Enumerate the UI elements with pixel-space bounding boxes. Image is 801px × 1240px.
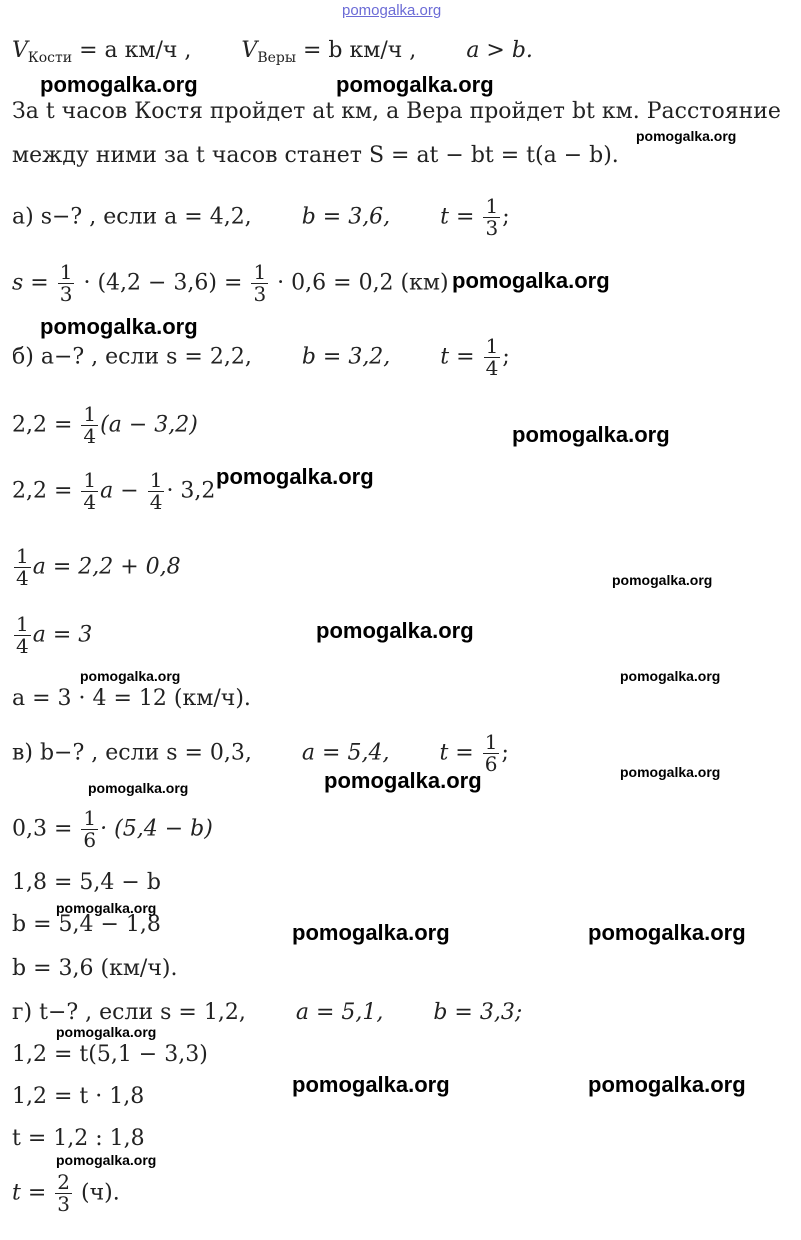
fraction: $\frac{1}{4}$ xyxy=(83,468,97,514)
watermark: pomogalka.org xyxy=(292,920,450,945)
part-c-task: в) b−? , если s = 0,3, a = 5,4, t = $\frac{1}{6}$ ; xyxy=(12,730,509,776)
part-b-b: b = 3,2, xyxy=(301,344,391,370)
part-b-line-1: 2,2 = $\frac{1}{4}$ (a − 3,2) xyxy=(12,402,198,448)
watermark: pomogalka.org xyxy=(612,572,713,588)
part-d-line-3: t = 1,2 : 1,8 xyxy=(12,1126,145,1151)
header-line xyxy=(12,40,533,65)
part-d-a: a = 5,1, xyxy=(295,1000,384,1025)
fraction: $\frac{1}{6}$ xyxy=(484,730,498,776)
fraction: $\frac{1}{4}$ xyxy=(16,612,29,658)
part-b-line-2: 2,2 = $\frac{1}{4}$ a − $\frac{1}{4}$ · 3,2 xyxy=(12,468,216,514)
watermark: pomogalka.org xyxy=(620,764,721,780)
watermark: pomogalka.org xyxy=(88,780,189,796)
eq-very: = b км/ч , xyxy=(296,38,417,63)
watermark: pomogalka.org xyxy=(452,268,610,293)
part-a-t: t = xyxy=(440,204,475,230)
fraction: $\frac{1}{3}$ xyxy=(253,260,267,306)
sub-very: Веры xyxy=(257,50,296,66)
part-b-condition: б) a−? , если s = 2,2, xyxy=(12,344,252,370)
watermark: pomogalka.org xyxy=(56,1024,157,1040)
part-c-line-1: 0,3 = $\frac{1}{6}$ · (5,4 − b) xyxy=(12,806,213,852)
part-a-condition: а) s−? , если a = 4,2, xyxy=(12,204,252,230)
part-c-line-2: 1,8 = 5,4 − b xyxy=(12,870,161,895)
part-d-answer: t = $\frac{2}{3}$ (ч). xyxy=(12,1170,120,1216)
part-c-line-3: b = 5,4 − 1,8 xyxy=(12,912,161,937)
watermark: pomogalka.org xyxy=(512,422,670,447)
v-very: V xyxy=(241,38,258,63)
part-d-b: b = 3,3; xyxy=(433,1000,523,1025)
watermark: pomogalka.org xyxy=(40,314,198,339)
fraction: $\frac{1}{4}$ xyxy=(83,402,97,448)
part-b-line-3: $\frac{1}{4}$ a = 2,2 + 0,8 xyxy=(16,544,181,590)
part-c-condition: в) b−? , если s = 0,3, xyxy=(12,740,252,766)
part-c-a: a = 5,4, xyxy=(301,740,390,766)
watermark: pomogalka.org xyxy=(588,1072,746,1097)
part-b-task: б) a−? , если s = 2,2, b = 3,2, t = $\frac{1}{4}$ ; xyxy=(12,334,510,380)
part-a-b: b = 3,6, xyxy=(301,204,391,230)
fraction: $\frac{1}{4}$ xyxy=(149,468,163,514)
part-a-solution: s = $\frac{1}{3}$ · (4,2 − 3,6) = $\frac{1}{3}$ · 0,6 = 0,2 (км) xyxy=(12,260,449,306)
watermark: pomogalka.org xyxy=(336,72,494,97)
part-d-line-2: 1,2 = t · 1,8 xyxy=(12,1084,145,1109)
part-b-line-4: $\frac{1}{4}$ a = 3 xyxy=(16,612,93,658)
watermark: pomogalka.org xyxy=(56,1152,157,1168)
intro-line-1: За t часов Костя пройдет at км, а Вера пройдет bt км. Расстояние xyxy=(12,99,781,124)
v-kosti: V xyxy=(12,38,28,63)
part-d-condition: г) t−? , если s = 1,2, xyxy=(12,1000,246,1025)
fraction: $\frac{1}{6}$ xyxy=(83,806,97,852)
sub-kosti: Кости xyxy=(27,50,73,66)
part-b-answer: a = 3 · 4 = 12 (км/ч). xyxy=(12,686,251,711)
watermark: pomogalka.org xyxy=(588,920,746,945)
fraction: $\frac{1}{4}$ xyxy=(485,334,499,380)
eq-kosti: = a км/ч , xyxy=(72,38,192,63)
watermark-top[interactable]: pomogalka.org xyxy=(342,2,442,19)
watermark: pomogalka.org xyxy=(324,768,482,793)
watermark: pomogalka.org xyxy=(636,128,737,144)
condition: a > b. xyxy=(466,38,533,63)
watermark: pomogalka.org xyxy=(316,618,474,643)
part-d-line-1: 1,2 = t(5,1 − 3,3) xyxy=(12,1042,208,1067)
watermark: pomogalka.org xyxy=(292,1072,450,1097)
watermark: pomogalka.org xyxy=(620,668,721,684)
watermark: pomogalka.org xyxy=(56,900,157,916)
fraction: $\frac{1}{3}$ xyxy=(59,260,73,306)
fraction: $\frac{1}{3}$ xyxy=(485,194,499,240)
watermark: pomogalka.org xyxy=(216,464,374,489)
intro-line-2: между ними за t часов станет S = at − bt = t(a − b). xyxy=(12,143,619,168)
part-c-answer: b = 3,6 (км/ч). xyxy=(12,956,178,981)
part-a-task: а) s−? , если a = 4,2, b = 3,6, t = $\frac{1}{3}$ ; xyxy=(12,194,510,240)
fraction: $\frac{2}{3}$ xyxy=(57,1170,71,1216)
part-d-task xyxy=(12,1002,522,1024)
watermark: pomogalka.org xyxy=(40,72,198,97)
fraction: $\frac{1}{4}$ xyxy=(16,544,29,590)
watermark: pomogalka.org xyxy=(80,668,181,684)
